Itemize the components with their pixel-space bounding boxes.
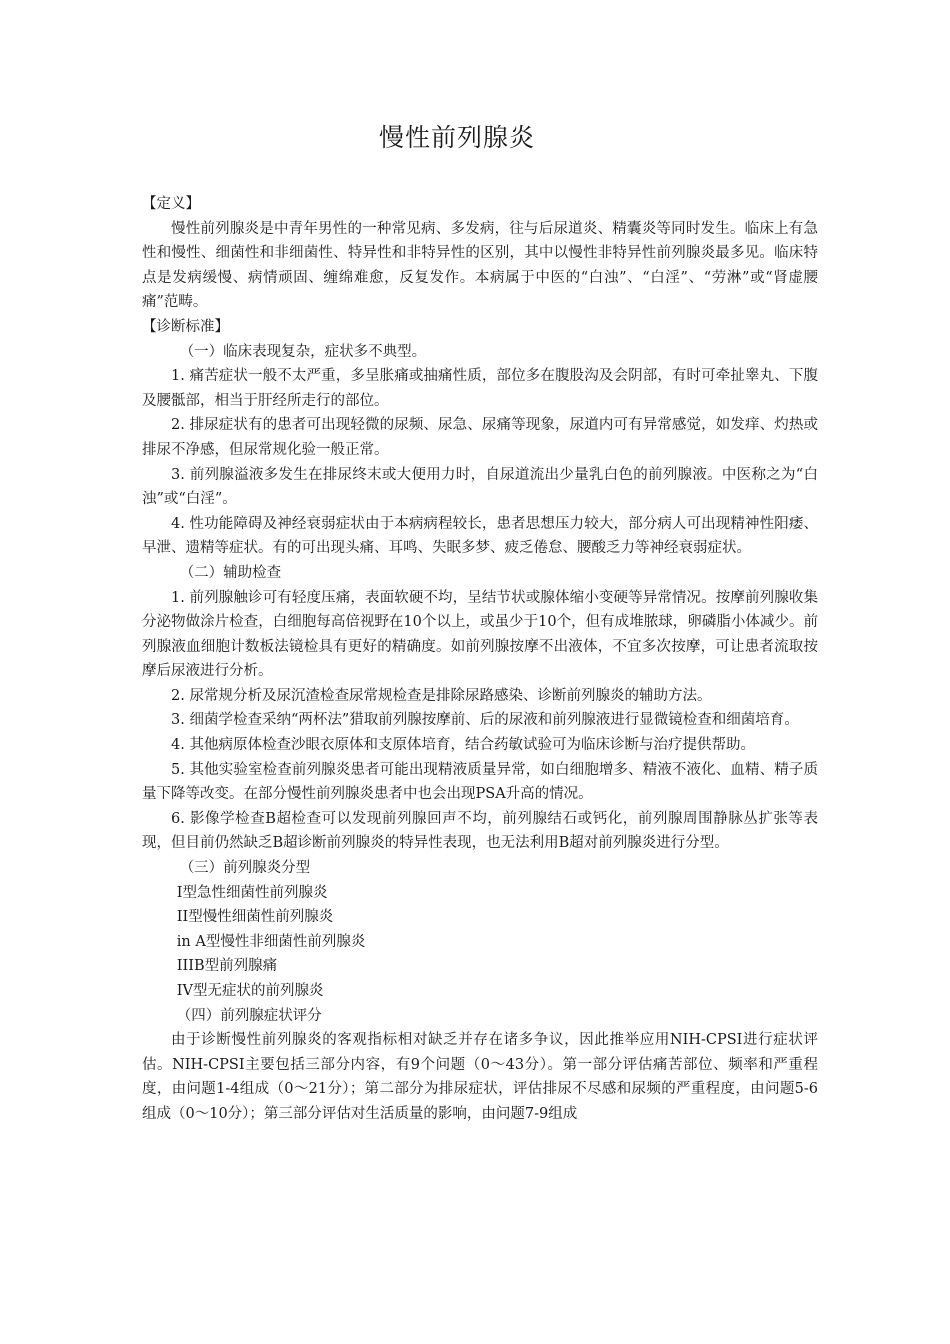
section-2-title: （二）辅助检查 [179, 564, 282, 581]
definition-paragraph: 慢性前列腺炎是中青年男性的一种常见病、多发病，往与后尿道炎、精囊炎等同时发生。临床上有急性和慢性、细菌性和非细菌性、特异性和非特异性的区别，其中以慢性非特异性前列腺炎最多见。临床特点是发病缓慢、病情顽固、缠绵难愈，反复发作。本病属于中医的“白浊”、“白淫”、“劳淋”或“肾虚腰痛”范畴。 [142, 220, 818, 311]
section-1-item: 4. 性功能障碍及神经衰弱症状由于本病病程较长，患者思想压力较大，部分病人可出现精神性阳痿、早泄、遗精等症状。有的可出现头痛、耳鸣、失眠多梦、疲乏倦怠、腰酸乏力等神经衰弱症状。 [142, 515, 818, 557]
document-body [142, 192, 818, 1127]
diagnosis-heading: 【诊断标准】 [142, 318, 229, 335]
section-1-item: 3. 前列腺溢液多发生在排尿终末或大便用力时，自尿道流出少量乳白色的前列腺液。中医称之为“白浊”或“白淫”。 [142, 466, 818, 508]
section-2-item: 4. 其他病原体检查沙眼衣原体和支原体培育，结合药敏试验可为临床诊断与治疗提供帮助。 [171, 737, 755, 754]
section-1-title: （一）临床表现复杂，症状多不典型。 [179, 343, 427, 360]
section-2-item: 3. 细菌学检查采纳“两杯法”猎取前列腺按摩前、后的尿液和前列腺液进行显微镜检查和细菌培育。 [171, 712, 799, 729]
section-1-item: 2. 排尿症状有的患者可出现轻微的尿频、尿急、尿痛等现象，尿道内可有异常感觉，如发痒、灼热或排尿不净感，但尿常规化验一般正常。 [142, 417, 818, 458]
section-4-title: （四）前列腺症状评分 [176, 1007, 322, 1024]
section-2-item: 2. 尿常规分析及尿沉渣检查尿常规检查是排除尿路感染、诊断前列腺炎的辅助方法。 [171, 687, 712, 704]
section-3-title: （三）前列腺炎分型 [179, 860, 311, 877]
type-item: I型急性细菌性前列腺炎 [176, 884, 328, 901]
section-2-item: 6. 影像学检查B超检查可以发现前列腺回声不均，前列腺结石或钙化，前列腺周围静脉丛扩张等表现，但目前仍然缺乏B超诊断前列腺炎的特异性表现，也无法利用B超对前列腺炎进行分型。 [142, 810, 818, 852]
definition-heading: 【定义】 [142, 196, 200, 212]
type-item: IIIB型前列腺痛 [176, 958, 278, 975]
page-title: 慢性前列腺炎 [378, 123, 535, 152]
type-item: II型慢性细菌性前列腺炎 [176, 909, 334, 926]
section-2-item: 5. 其他实验室检查前列腺炎患者可能出现精液质量异常，如白细胞增多、精液不液化、血精、精子质量下降等改变。在部分慢性前列腺炎患者中也会出现PSA升高的情况。 [142, 761, 818, 803]
type-item: in A型慢性非细菌性前列腺炎 [176, 933, 366, 950]
section-1-item: 1. 痛苦症状一般不太严重，多呈胀痛或抽痛性质，部位多在腹股沟及会阴部，有时可牵扯睾丸、下腹及腰骶部，相当于肝经所走行的部位。 [142, 368, 818, 409]
section-4-paragraph: 由于诊断慢性前列腺炎的客观指标相对缺乏并存在诸多争议，因此推举应用NIH-CPSI进行症状评估。NIH-CPSI主要包括三部分内容，有9个问题（0〜43分）。第一部分评估痛苦部位、频率和严重程度，由问题1-4组成（0〜21分）；第二部分为排尿症状，评估排尿不尽感和尿频的严重程度，由问题5-6组成（0〜10分）；第三部分评估对生活质量的影响，由问题7-9组成 [142, 1032, 818, 1122]
type-item: IV型无症状的前列腺炎 [176, 983, 324, 999]
section-2-item: 1. 前列腺触诊可有轻度压痛，表面软硬不均，呈结节状或腺体缩小变硬等异常情况。按摩前列腺收集分泌物做涂片检查，白细胞每高倍视野在10个以上，或虽少于10个，但有成堆脓球，卵磷脂小体减少。前列腺液血细胞计数板法镜检具有更好的精确度。如前列腺按摩不出液体，不宜多次按摩，可让患者流取按摩后尿液进行分析。 [142, 589, 818, 680]
